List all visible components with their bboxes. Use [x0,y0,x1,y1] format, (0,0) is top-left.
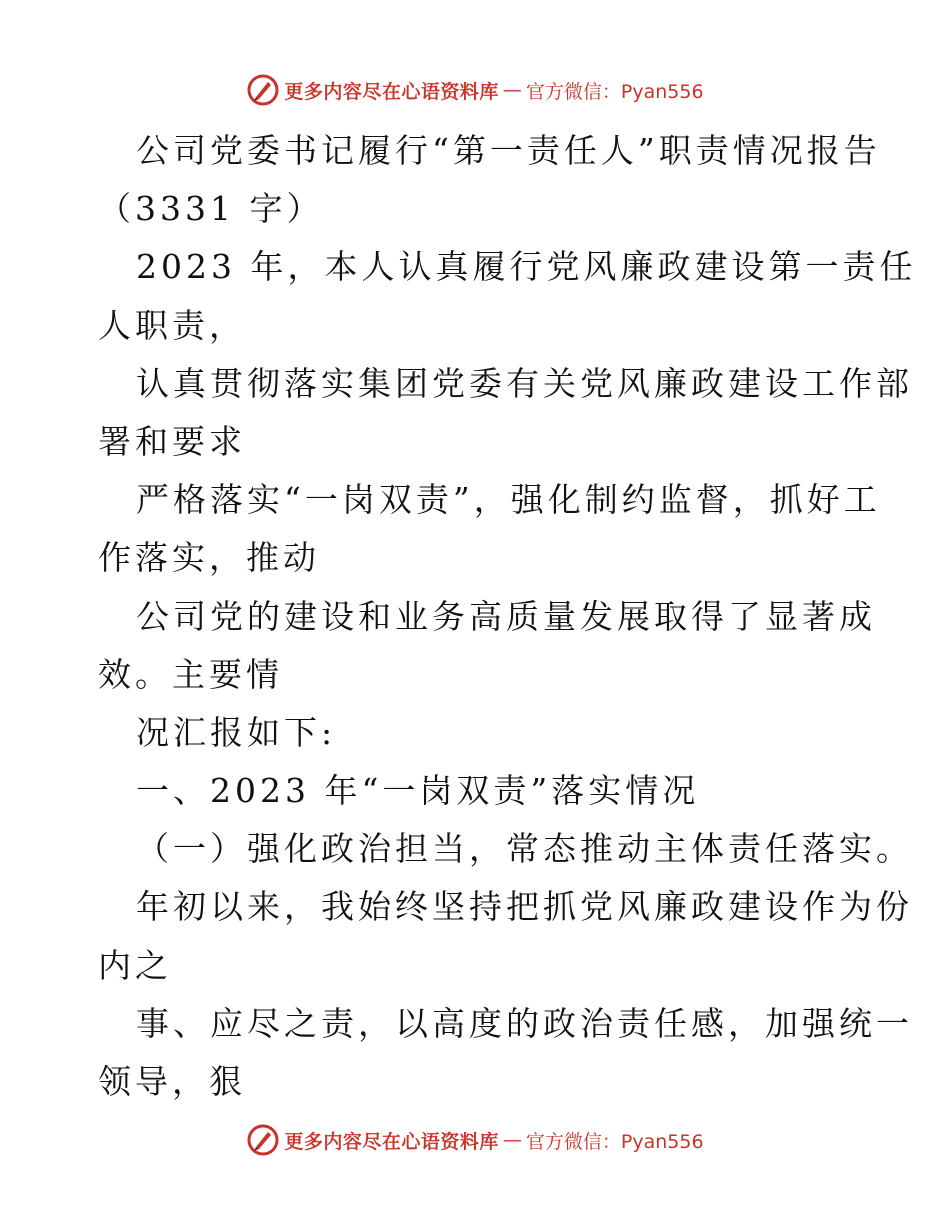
body-text-line: 严格落实“一岗双责”，强化制约监督，抓好工 [136,480,881,520]
body-text-line: 效。主要情 [98,654,283,694]
body-text-line: 一、2023 年“一岗双责”落实情况 [136,771,700,811]
body-text-line: 内之 [98,945,172,985]
header-banner [0,70,950,110]
body-text-line: （一）强化政治担当，常态推动主体责任落实。 [136,829,913,869]
header-banner-dash: — [502,79,522,101]
header-banner-wechat: 官方微信：Pyan556 [525,80,704,103]
header-banner-content [246,73,703,107]
body-text-line: 人职责， [98,305,246,345]
body-text-line: 2023 年，本人认真履行党风廉政建设第一责任 [136,247,917,287]
body-text-line: 认真贯彻落实集团党委有关党风廉政建设工作部 [136,363,913,403]
body-text-line: 事、应尽之责，以高度的政治责任感，加强统一 [136,1003,913,1043]
body-text-line: 况汇报如下: [136,712,337,752]
brand-logo-icon [246,73,280,107]
footer-banner [0,1120,950,1160]
body-text-line: 公司党委书记履行“第一责任人”职责情况报告 [136,131,881,170]
header-banner-title: 更多内容尽在心语资料库 [284,80,499,103]
body-text-line: 署和要求 [98,421,246,461]
body-text-line: 作落实，推动 [98,538,320,578]
footer-banner-dash: — [502,1129,522,1151]
document-body [98,122,917,1111]
body-text-line: 年初以来，我始终坚持把抓党风廉政建设作为份 [136,887,913,927]
body-text-line: （3331 字） [98,189,324,229]
body-text-line: 领导，狠 [98,1062,246,1101]
footer-banner-content [246,1123,703,1157]
brand-logo-icon [246,1123,280,1157]
body-text-line: 公司党的建设和业务高质量发展取得了显著成 [136,596,876,636]
footer-banner-wechat: 官方微信：Pyan556 [525,1130,704,1153]
footer-banner-title: 更多内容尽在心语资料库 [284,1130,499,1153]
